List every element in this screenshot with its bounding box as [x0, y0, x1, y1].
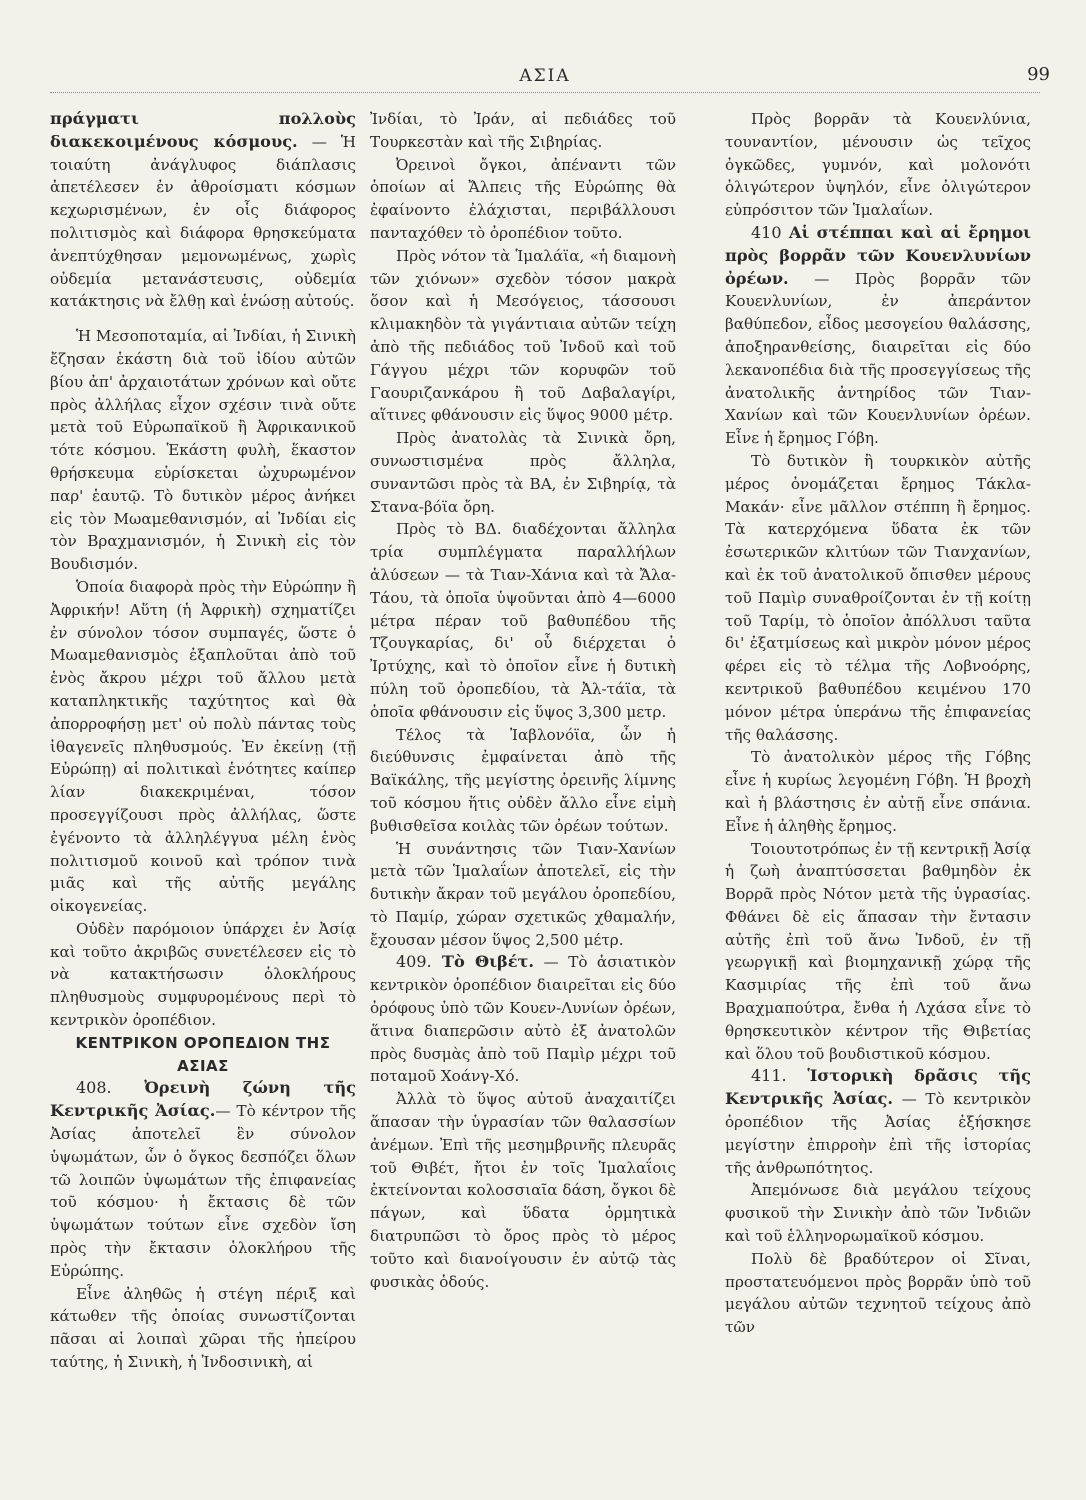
paragraph: [50, 108, 356, 313]
paragraph: Πρὸς τὸ ΒΔ. διαδέχονται ἄλληλα τρία συμπλέγματα παραλλήλων ἁλύσεων — τὰ Τιαν-Χάνια καὶ τὰ Ἄλα-Τάου, τὰ ὁποῖα ὑψοῦνται ἀπὸ 4—6000 μέτρα πέραν τοῦ βαθυπέδου τῆς Τζουγκαρίας, δι' οὗ διέρχεται ὁ Ἰρτύχης, καὶ τὸ ὁποῖον εἶνε ἡ δυτικὴ πύλη τοῦ ὀροπεδίου, τὰ Ἀλ-τάϊα, τὰ ὁποῖα φθάνουσιν εἰς ὕψος 3,300 μετρ.: [370, 520, 676, 721]
paragraph: Τέλος τὰ Ἰαβλονόϊα, ὧν ἡ διεύθυνσις ἐμφαίνεται ἀπὸ τῆς Βαϊκάλης, τῆς μεγίστης ὀρεινῆς λίμνης τοῦ κόσμου ἥτις οὐδὲν ἄλλο εἶνε εἰμὴ βυθισθεῖσα κοιλὰς τῶν ὀρέων τούτων.: [370, 725, 676, 835]
section-number: 408.: [76, 1078, 112, 1098]
running-title: ΑΣΙΑ: [519, 66, 571, 86]
paragraph-text: — Τὸ ἀσιατικὸν κεντρικὸν ὀροπέδιον διαιρεῖται εἰς δύο ὀρόφους ὑπὸ τῶν Κουεν-Λυνίων ὀρέων, ἅτινα διαπερῶσιν αὐτὸ ἐξ ἀνατολῶν πρὸς δυσμὰς ἀπὸ τοῦ Παμὶρ μέχρι τοῦ ποταμοῦ Χοάνγ-Χό.: [370, 953, 676, 1086]
section-number: 411.: [751, 1066, 787, 1086]
paragraph: Πρὸς ἀνατολὰς τὰ Σινικὰ ὄρη, συνωστισμένα πρὸς ἄλληλα, συναντῶσι πρὸς τὰ ΒΑ, ἐν Σιβηρίᾳ, τὰ Στανα-βόϊα ὄρη.: [370, 429, 676, 516]
paragraph: Τοιουτοτρόπως ἐν τῇ κεντρικῇ Ἀσίᾳ ἡ ζωὴ ἀναπτύσσεται βαθμηδὸν ἐκ Βορρᾶ πρὸς Νότον μετὰ τῆς ὑγρασίας. Φθάνει δὲ εἰς ἅπασαν τὴν ἔντασιν αὐτῆς ἐπὶ τοῦ ἄνω Ἰνδοῦ, ἐν τῇ γεωργικῇ καὶ βιομηχανικῇ χώρᾳ τῆς Κασμιρίας τῆς ἐπὶ τοῦ ἄνω Βραχμαπούτρα, ἔνθα ἡ Λχάσα εἶνε τὸ θρησκευτικὸν κέντρον τῆς Θιβετίας καὶ ὅλου τοῦ βουδιστικοῦ κόσμου.: [725, 839, 1031, 1063]
paragraph: Ἀπεμόνωσε διὰ μεγάλου τείχους φυσικοῦ τὴν Σινικὴν ἀπὸ τῶν Ἰνδιῶν καὶ τοῦ ἑλληνορωμαϊκοῦ κόσμου.: [725, 1181, 1031, 1246]
paragraph: Ὀρεινοὶ ὄγκοι, ἀπέναντι τῶν ὁποίων αἱ Ἄλπεις τῆς Εὐρώπης θὰ ἐφαίνοντο ἐλάχισται, περιβάλλουσι πανταχόθεν τὸ ὀροπέδιον τοῦτο.: [370, 155, 676, 242]
paragraph-409: [370, 951, 676, 1088]
paragraph-410: [725, 222, 1031, 450]
text-column-1: [50, 108, 356, 1374]
paragraph: Τὸ ἀνατολικὸν μέρος τῆς Γόβης εἶνε ἡ κυρίως λεγομένη Γόβη. Ἡ βροχὴ καὶ ἡ βλάστησις ἐν αὐτῇ εἶνε σπάνια. Εἶνε ἡ ἀληθὴς ἔρημος.: [725, 748, 1031, 835]
paragraph-text: — Τὸ κέντρον τῆς Ἀσίας ἀποτελεῖ ἓν σύνολον ὑψωμάτων, ὧν ὁ ὄγκος δεσπόζει ὅλων τῶ λοιπῶν ὑψωμάτων τῆς ἐπιφανείας τοῦ κόσμου· ἡ ἔκτασις δὲ τῶν ὑψωμάτων τούτων εἶνε σχεδὸν ἴση πρὸς τὴν ἔκτασιν ὁλοκλήρου τῆς Εὐρώπης.: [50, 1102, 356, 1280]
paragraph: Πολὺ δὲ βραδύτερον οἱ Σῖναι, προστατευόμενοι πρὸς βορρᾶν ὑπὸ τοῦ μεγάλου αὐτῶν τεχνητοῦ τείχους ἀπὸ τῶν: [725, 1249, 1031, 1337]
paragraph: Οὐδὲν παρόμοιον ὑπάρχει ἐν Ἀσίᾳ καὶ τοῦτο ἀκριβῶς συνετέλεσεν εἰς τὸ νὰ κατακτήσωσιν ὁλοκλήρους πληθυσμοὺς συμφυρομένους περὶ τὸ κεντρικὸν ὀροπέδιον.: [50, 919, 356, 1030]
paragraph: Τὸ δυτικὸν ἢ τουρκικὸν αὐτῆς μέρος ὀνομάζεται ἔρημος Τάκλα-Μακάν· εἶνε μᾶλλον στέππη ἢ ἔρημος. Τὰ κατερχόμενα ὕδατα ἐκ τῶν ἐσωτερικῶν κλιτύων τῶν Τιανχανίων, καὶ ἐκ τοῦ ἀνατολικοῦ ὄπισθεν μέρους τοῦ Παμὶρ συναθροίζονται ἐν τῇ κοίτῃ τοῦ Ταρίμ, τὸ ὁποῖον ἀπόλλυσι ταῦτα δι' ἐξατμίσεως καὶ μικρὸν μόνον μέρος φέρει εἰς τὸ τέλμα τῆς Λοβνοόρης, κεντρικοῦ βαθυπέδου κειμένου 170 μόνον μέτρα ὑπεράνω τῆς ἐπιφανείας τῆς θαλάσσης.: [725, 451, 1031, 744]
bold-phrase: πράγματι πολλοὺς διακεκοιμένους κόσμους.: [50, 109, 356, 151]
paragraph-text: — Πρὸς βορρᾶν τῶν Κουενλυνίων, ἐν ἀπεράντον βαθύπεδον, εἶδος μεσογείου θαλάσσης, ἀποξηρανθείσης, διαιρεῖται εἰς δύο λεκανοπέδια διὰ τῆς προσεγγίσεως τῆς ἀνατολικῆς ἀντηρίδος τῶν Τιαν-Χανίων καὶ τῶν Κουενλυνίων ὀρέων. Εἶνε ἡ ἔρημος Γόβη.: [725, 269, 1031, 448]
section-title: Τὸ Θιβέτ.: [431, 952, 535, 972]
paragraph: Ἡ συνάντησις τῶν Τιαν-Χανίων μετὰ τῶν Ἱμαλαΐων ἀποτελεῖ, εἰς τὴν δυτικὴν ἄκραν τοῦ μεγάλου ὀροπεδίου, τὸ Παμίρ, χώραν σχετικῶς χθαμαλήν, ἔχουσαν μέσον ὕψος 2,500 μέτρ.: [370, 839, 676, 949]
section-title: Ὀρεινὴ ζώνη τῆς Κεντρικῆς Ἀσίας.: [50, 1078, 356, 1121]
paragraph-text: — Ἡ τοιαύτη ἀνάγλυφος διάπλασις ἀπετέλεσεν ἐν ἀθροίσματι κόσμων κεχωρισμένων, ἐν οἷς διάφορος πολιτισμὸς καὶ διάφορα θρησκεύματα ἀνεπτύχθησαν μεμονωμένως, χωρὶς οὐδεμία μετανάστευσις, οὐδεμία κατάκτησις νὰ ἔλθῃ καὶ ἑνώσῃ αὐτούς.: [50, 132, 357, 311]
page-number: 99: [1027, 64, 1050, 85]
paragraph: Ἰνδίαι, τὸ Ἰράν, αἱ πεδιάδες τοῦ Τουρκεστὰν καὶ τῆς Σιβηρίας.: [370, 110, 676, 151]
paragraph: Ἀλλὰ τὸ ὕψος αὐτοῦ ἀναχαιτίζει ἅπασαν τὴν ὑγρασίαν τῶν θαλασσίων ἀνέμων. Ἐπὶ τῆς μεσημβρινῆς πλευρᾶς τοῦ Θιβέτ, ἤτοι ἐν τοῖς Ἱμαλαΐοις ἐκτείνονται κολοσσιαῖα δάση, ὄγκοι δὲ πάγων, καὶ ὕδατα ὁρμητικὰ διατρυπῶσι τὸ ὄρος πρὸς τὸ μέρος τοῦτο καὶ διανοίγουσιν ἐν αὐτῷ τὰς φυσικὰς ὁδούς.: [370, 1090, 676, 1291]
section-number: 409.: [396, 952, 432, 972]
paragraph: Ἡ Μεσοποταμία, αἱ Ἰνδίαι, ἡ Σινικὴ ἔζησαν ἑκάστη διὰ τοῦ ἰδίου αὐτῶν βίου ἀπ' ἀρχαιοτάτων χρόνων καὶ οὔτε πρὸς ἀλλήλας εἶχον σχέσιν τινὰ οὔτε μετὰ τοῦ Εὐρωπαϊκοῦ ἢ Ἀφρικανικοῦ τότε κόσμου. Ἑκάστη φυλὴ, ἕκαστον θρήσκευμα εὑρίσκεται ὠχυρωμένον παρ' ἑαυτῷ. Τὸ δυτικὸν μέρος ἀνήκει εἰς τὸν Μωαμεθανισμόν, αἱ Ἰνδίαι εἰς τὸν Βραχμανισμόν, ἡ Σινικὴ εἰς τὸν Βουδισμόν.: [50, 327, 356, 574]
paragraph: Πρὸς νότον τὰ Ἱμαλάϊα, «ἡ διαμονὴ τῶν χιόνων» σχεδὸν τόσον μακρὰ ὅσον καὶ ἡ Μεσόγειος, τάσσουσι κλιμακηδὸν τὰ γιγάντιαια αὐτῶν τείχη ἀπὸ τῆς πεδιάδος τοῦ Ἰνδοῦ καὶ τοῦ Γάγγου μέχρι τῶν κορυφῶν τοῦ Γαουριζανκάρου ἢ τοῦ Δαβαλαγίρι, αἵτινες φθάνουσιν εἰς ὕψος 9000 μέτρ.: [370, 246, 676, 425]
paragraph-408: [50, 1077, 356, 1282]
paragraph-411: [725, 1065, 1031, 1179]
section-title: Ἱστορικὴ δρᾶσις τῆς Κεντρικῆς Ἀσίας.: [725, 1066, 1031, 1109]
paragraph-text: — Τὸ κεντρικὸν ὀροπέδιον τῆς Ἀσίας ἐξήσκησε μεγίστην ἐπιρροὴν ἐπὶ τῆς ἱστορίας τῆς ἀνθρωπότητος.: [725, 1090, 1031, 1177]
header-rule: [50, 92, 1040, 93]
text-column-3: [725, 108, 1031, 1339]
paragraph: Πρὸς βορρᾶν τὰ Κουενλύνια, τουναντίον, μένουσιν ὡς τεῖχος ὀγκῶδες, γυμνόν, καὶ μολονότι ὀλιγώτερον ὑψηλόν, εἶνε ὀλιγώτερον εὐπρόσιτον τῶν Ἱμαλαΐων.: [725, 110, 1031, 220]
running-head: [40, 66, 1050, 90]
section-title: Αἱ στέππαι καὶ αἱ ἔρημοι πρὸς βορρᾶν τῶν Κουενλυνίων ὀρέων.: [725, 222, 1031, 288]
section-number: 410: [751, 222, 782, 242]
section-heading: ΚΕΝΤΡΙΚΟΝ ΟΡΟΠΕΔΙΟΝ ΤΗΣ ΑΣΙΑΣ: [75, 1033, 331, 1075]
paragraph: Ὁποία διαφορὰ πρὸς τὴν Εὐρώπην ἢ Ἀφρικήν! Αὕτη (ἡ Ἀφρικὴ) σχηματίζει ἐν σύνολον τόσον συμπαγές, ὥστε ὁ Μωαμεθανισμὸς ἐξαπλοῦται ἀπὸ τοῦ ἑνὸς ἄκρου μέχρι τοῦ ἄλλου μετὰ καταπληκτικῆς ταχύτητος καὶ θὰ ἀπορροφήσῃ μετ' οὐ πολὺ πάντας τοὺς ἰθαγενεῖς πληθυσμούς. Ἐν ἐκείνῃ (τῇ Εὐρώπῃ) αἱ πολιτικαὶ ἑνότητες καίπερ λίαν διακεκριμέναι, τόσον προσεγγίζουσι πρὸς ἀλλήλας, ὥστε ἐγένοντο τὰ ἀλληλέγγυα μέλη ἑνὸς πολιτισμοῦ κοινοῦ καὶ τρόπον τινὰ μιᾶς καὶ τῆς αὐτῆς μεγάλης οἰκογενείας.: [50, 577, 356, 916]
paragraph: Εἶνε ἀληθῶς ἡ στέγη πέριξ καὶ κάτωθεν τῆς ὁποίας συνωστίζονται πᾶσαι αἱ λοιπαὶ χῶραι τῆς ἠπείρου ταύτης, ἡ Σινικὴ, ἡ Ἰνδοσινικὴ, αἱ: [50, 1284, 356, 1372]
text-column-2: [370, 108, 676, 1293]
